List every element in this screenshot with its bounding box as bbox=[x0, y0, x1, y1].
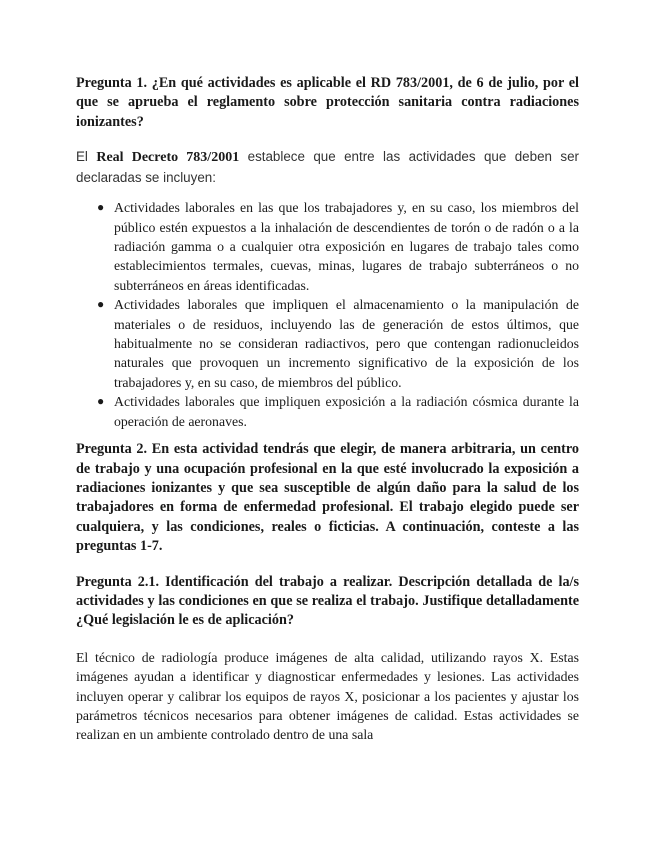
list-item bbox=[76, 198, 579, 295]
answer-paragraph: El técnico de radiología produce imágenes de alta calidad, utilizando rayos X. Estas imágenes ayudan a identificar y diagnosticar enfermedades y lesiones. Las actividades incluyen operar y calibrar los equipos de rayos X, posicionar a los pacientes y ajustar los parámetros técnicos necesarios para obtener imágenes de calidad. Estas actividades se realizan en un ambiente controlado dentro de una sala bbox=[76, 649, 579, 743]
bullet-icon: ● bbox=[97, 297, 105, 312]
question-2-1-heading: Pregunta 2.1. Identificación del trabajo a realizar. Descripción detallada de la/s actividades y las condiciones en que se realiza el trabajo. Justifique detalladamente ¿Qué legislación le es de aplicación? bbox=[76, 573, 579, 629]
list-item bbox=[76, 392, 579, 431]
bullet-icon: ● bbox=[97, 200, 105, 215]
list-item-text: Actividades laborales que impliquen el almacenamiento o la manipulación de materiales o de residuos, incluyendo las de generación de estos últimos, que habitualmente no se consideran radiactivos, pero que contengan radionucleidos naturales que provoquen un incremento significativo de la exposición de los trabajadores y, en su caso, de miembros del público. bbox=[114, 297, 579, 390]
bullet-icon: ● bbox=[97, 394, 105, 409]
decree-name: Real Decreto 783/2001 bbox=[96, 150, 240, 166]
list-item-text: Actividades laborales en las que los trabajadores y, en su caso, los miembros del público estén expuestos a la inhalación de descendientes de torón o de radón o a la radiación gamma o a cualquier otra exposición en lugares de trabajo tales como establecimientos termales, cuevas, minas, lugares de trabajo subterráneos o no subterráneos en áreas identificadas. bbox=[114, 200, 579, 293]
activities-list bbox=[76, 198, 579, 431]
intro-paragraph bbox=[76, 147, 579, 187]
list-item-text: Actividades laborales que impliquen exposición a la radiación cósmica durante la operación de aeronaves. bbox=[114, 394, 579, 429]
question-2-heading: Pregunta 2. En esta actividad tendrás que elegir, de manera arbitraria, un centro de trabajo y una ocupación profesional en la que esté involucrado la exposición a radiaciones ionizantes y que sea susceptible de algún daño para la salud de los trabajadores en forma de enfermedad profesional. El trabajo elegido puede ser cualquiera, y las condiciones, reales o ficticias. A continuación, conteste a las preguntas 1-7. bbox=[76, 441, 579, 555]
list-item bbox=[76, 295, 579, 392]
question-1-heading: Pregunta 1. ¿En qué actividades es aplicable el RD 783/2001, de 6 de julio, por el que se aprueba el reglamento sobre protección sanitaria contra radiaciones ionizantes? bbox=[76, 75, 579, 130]
intro-suffix: establece que entre las actividades que deben ser declaradas se incluyen: bbox=[76, 149, 579, 185]
intro-prefix: El bbox=[76, 149, 97, 165]
